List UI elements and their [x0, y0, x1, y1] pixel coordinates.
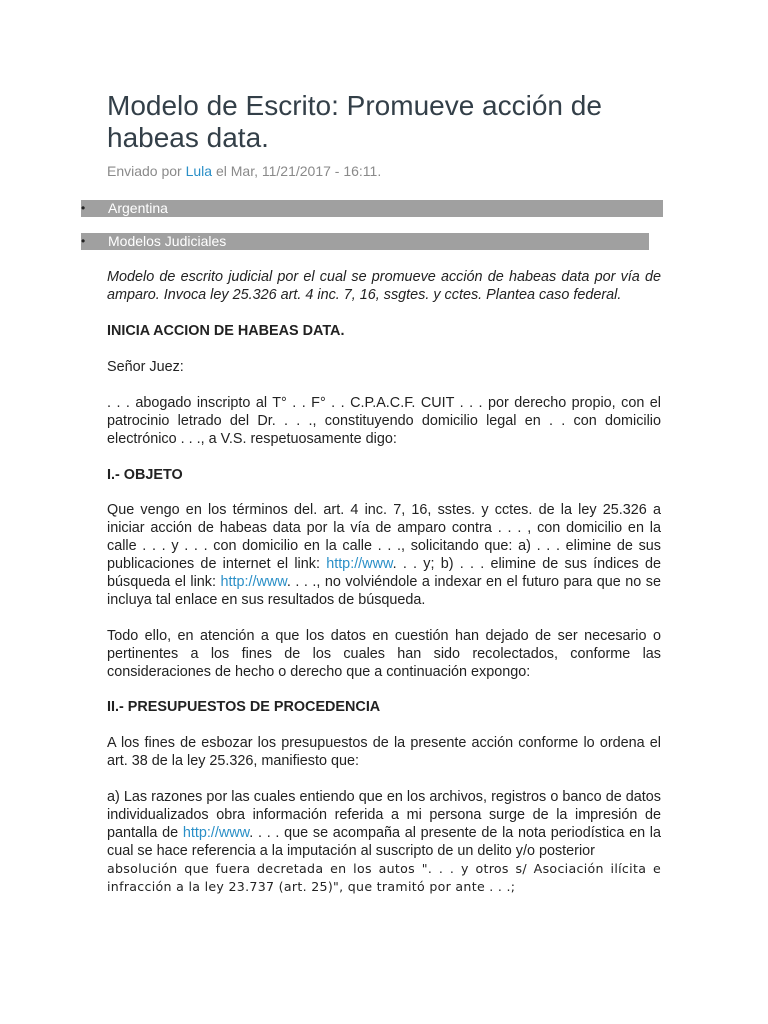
presupuestos-text-c: absolución que fuera decretada en los autos ". . . y otros s/ Asociación ilícita e [107, 861, 661, 876]
objeto-paragraph [107, 501, 661, 609]
section-heading-presupuestos: II.- PRESUPUESTOS DE PROCEDENCIA [107, 699, 381, 715]
presupuestos-text-a: a) Las razones por las cuales entiendo que en los archivos, registros o banco de datos individualizados obra información referida a mi persona surge de la impresión de pantalla de [107, 789, 661, 841]
objeto-paragraph-2: Todo ello, en atención a que los datos en cuestión han dejado de ser necesario o pertinentes a los fines de los cuales han sido recolectados, conforme las consideraciones de hecho o derecho que a continuación expongo: [107, 628, 661, 680]
link-2[interactable]: http://www [220, 574, 287, 590]
post-meta [107, 163, 381, 179]
bullet-icon: • [81, 201, 86, 215]
salutation: Señor Juez: [107, 359, 184, 375]
objeto-text-a: Que vengo en los términos del. art. 4 inc. 7, 16, sstes. y cctes. de la ley 25.326 a iniciar acción de habeas data por la vía de amparo contra . . . , con domicilio en la calle . . . y . . . con domicilio en la calle . . ., solicitando que: a) . . . elimine de sus publicaciones de internet el link: [107, 502, 661, 572]
presupuestos-text-d: infracción a la ley 23.737 (art. 25)", que tramitó por ante . . .; [107, 879, 516, 894]
presupuestos-text-b: . . . . que se acompaña al presente de la nota periodística en la cual se hace referencia a la imputación al suscripto de un delito y/o posterior [107, 825, 661, 859]
link-1[interactable]: http://www [326, 556, 393, 572]
objeto-text-c: . . . ., no volviéndole a indexar en el futuro para que no se incluya tal enlace en sus resultados de búsqueda. [107, 574, 662, 608]
tag-argentina[interactable] [81, 200, 663, 217]
meta-date: el Mar, 11/21/2017 - 16:11. [212, 163, 382, 179]
tag-modelos-judiciales[interactable] [81, 233, 649, 250]
main-heading: INICIA ACCION DE HABEAS DATA. [107, 323, 345, 339]
summary-paragraph: Modelo de escrito judicial por el cual se promueve acción de habeas data por vía de amparo. Invoca ley 25.326 art. 4 inc. 7, 16, ssgtes. y cctes. Plantea caso federal. [107, 269, 661, 303]
author-link[interactable]: Lula [185, 163, 213, 179]
section-heading-objeto: I.- OBJETO [107, 467, 183, 483]
meta-prefix: Enviado por [107, 163, 186, 179]
link-3[interactable]: http://www [182, 825, 250, 841]
bullet-icon: • [81, 234, 86, 248]
tag-label: Argentina [108, 200, 168, 216]
objeto-text-b: . . . y; b) . . . elimine de sus índices de búsqueda el link: [107, 556, 661, 590]
page-title: Modelo de Escrito: Promueve acción de habeas data. [107, 90, 602, 153]
presupuestos-paragraph-2 [107, 788, 661, 896]
presupuestos-paragraph: A los fines de esbozar los presupuestos de la presente acción conforme lo ordena el art. 38 de la ley 25.326, manifiesto que: [107, 735, 661, 769]
tag-label: Modelos Judiciales [108, 233, 227, 249]
intro-paragraph: . . . abogado inscripto al T° . . F° . . C.P.A.C.F. CUIT . . . por derecho propio, con el patrocinio letrado del Dr. . . ., constituyendo domicilio legal en . . con domicilio electrónico . . ., a V.S. respetuosamente digo: [107, 395, 661, 447]
